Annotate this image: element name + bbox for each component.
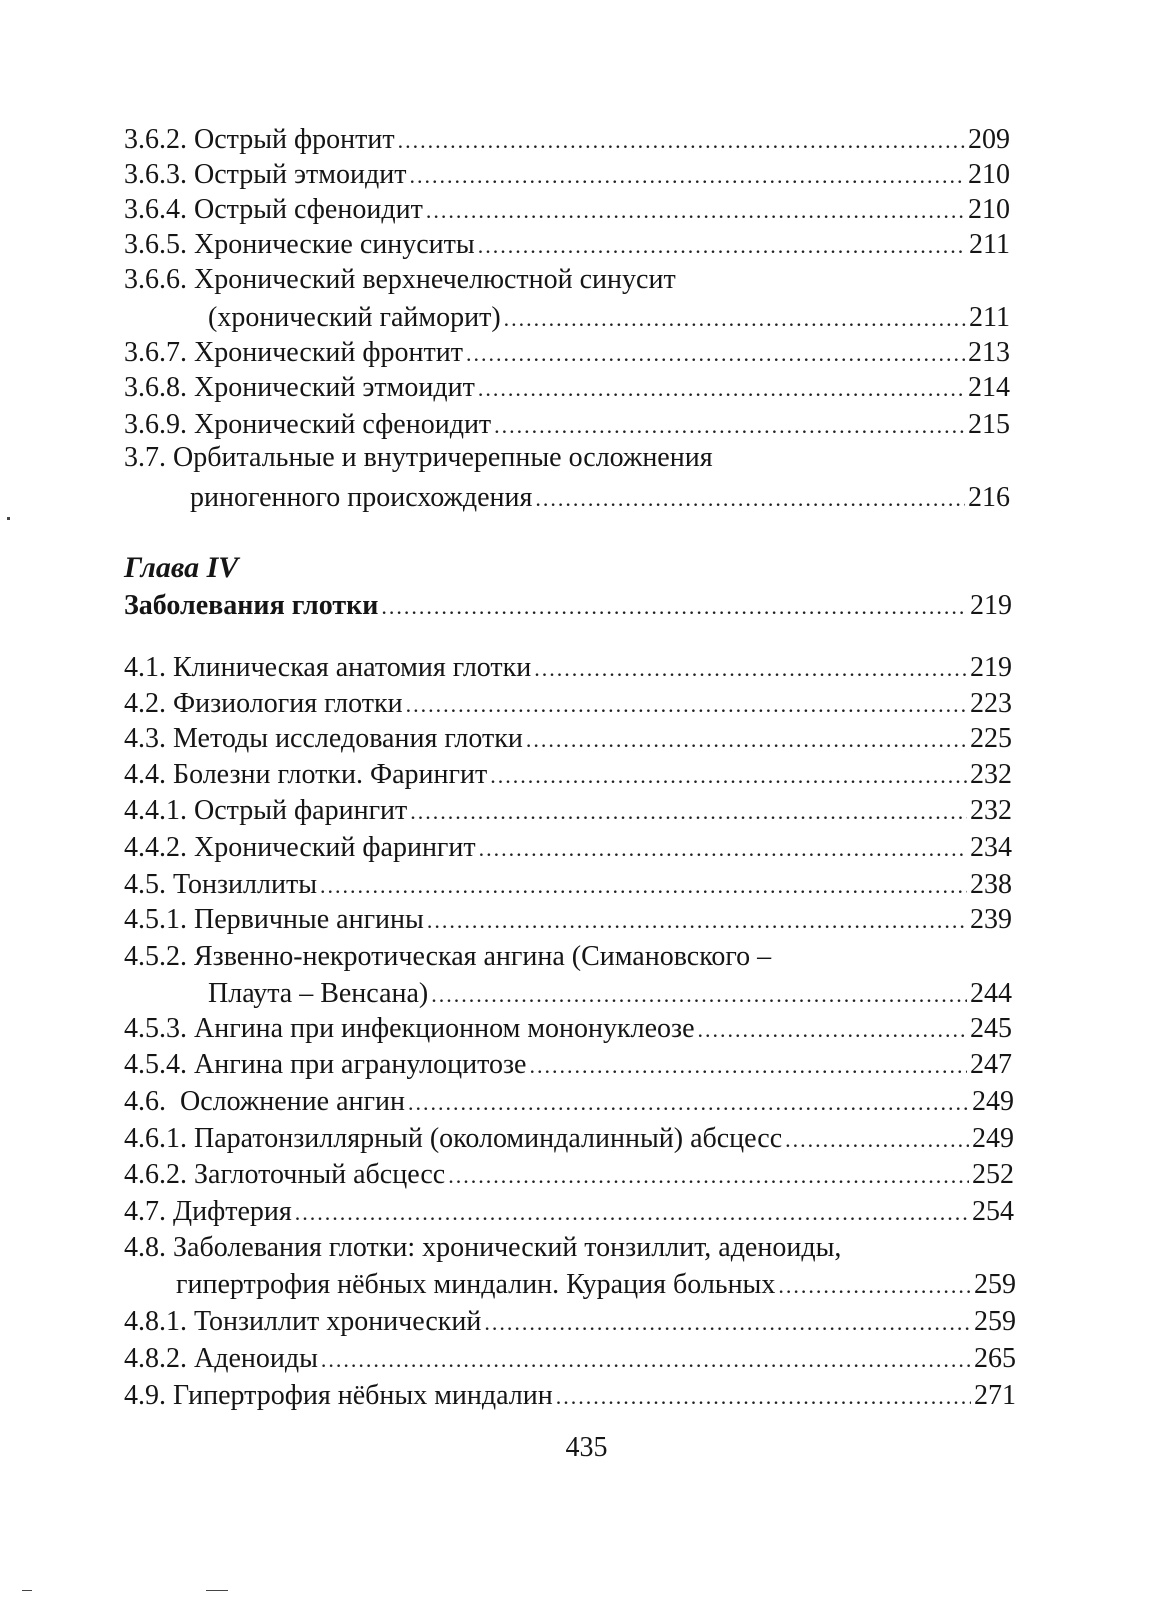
dot-leader bbox=[448, 1158, 969, 1194]
toc-entry-title: 4.5.4. Ангина при агранулоцитозе bbox=[124, 1049, 527, 1080]
toc-entry bbox=[124, 227, 1010, 264]
toc-entry-continuation bbox=[208, 976, 1012, 1013]
toc-entry-page: 239 bbox=[970, 904, 1012, 935]
toc-entry-title: 4.6. Осложнение ангин bbox=[124, 1086, 405, 1117]
toc-entry-title: 4.5. Тонзиллиты bbox=[124, 869, 318, 900]
toc-entry-title: 3.7. Орбитальные и внутричерепные осложнения bbox=[124, 442, 713, 473]
toc-entry-title: 4.8.2. Аденоиды bbox=[124, 1343, 318, 1374]
toc-entry-title: 4.5.1. Первичные ангины bbox=[124, 904, 424, 935]
chapter-title: Заболевания глотки bbox=[124, 590, 379, 621]
toc-entry-title: 3.6.9. Хронический сфеноидит bbox=[124, 409, 492, 440]
toc-entry bbox=[124, 757, 1012, 794]
toc-entry bbox=[124, 1341, 1016, 1378]
toc-entry-page: 225 bbox=[970, 723, 1012, 754]
dot-leader bbox=[494, 408, 965, 444]
dot-leader bbox=[479, 831, 967, 867]
toc-entry-page: 219 bbox=[970, 652, 1012, 683]
toc-entry-title: 3.6.7. Хронический фронтит bbox=[124, 337, 463, 368]
toc-entry bbox=[124, 650, 1012, 687]
toc-entry-page: 249 bbox=[972, 1086, 1014, 1117]
dot-leader bbox=[431, 977, 967, 1013]
toc-entry-page: 265 bbox=[974, 1343, 1016, 1374]
toc-entry-title: 3.6.6. Хронический верхнечелюстной синусит bbox=[124, 264, 676, 295]
toc-entry-title: 4.2. Физиология глотки bbox=[124, 688, 403, 719]
toc-entry-title: 4.4.2. Хронический фарингит bbox=[124, 832, 476, 863]
dot-leader bbox=[698, 1012, 968, 1048]
toc-entry-title: 4.5.3. Ангина при инфекционном мононуклеозе bbox=[124, 1013, 695, 1044]
toc-entry-title: 4.6.1. Паратонзиллярный (околоминдалинный) абсцесс bbox=[124, 1123, 783, 1154]
toc-entry-title: 4.1. Клиническая анатомия глотки bbox=[124, 652, 532, 683]
toc-entry-title-cont: (хронический гайморит) bbox=[208, 302, 501, 333]
toc-entry-page: 210 bbox=[968, 194, 1010, 225]
toc-entry bbox=[124, 793, 1012, 830]
toc-entry-title-cont: риногенного происхождения bbox=[190, 482, 533, 513]
toc-entry-title: 4.5.2. Язвенно-некротическая ангина (Симановского – bbox=[124, 941, 772, 972]
toc-entry-page: 232 bbox=[970, 759, 1012, 790]
dot-leader bbox=[478, 228, 966, 264]
toc-entry-title-cont: гипертрофия нёбных миндалин. Курация больных bbox=[176, 1269, 776, 1300]
dot-leader bbox=[529, 1048, 967, 1084]
toc-entry-title: 3.6.4. Острый сфеноидит bbox=[124, 194, 423, 225]
dot-leader bbox=[381, 589, 967, 625]
toc-entry-page: 216 bbox=[968, 482, 1010, 513]
toc-entry bbox=[124, 686, 1012, 723]
toc-entry-title: 3.6.2. Острый фронтит bbox=[124, 124, 395, 155]
dot-leader bbox=[556, 1379, 971, 1415]
toc-entry-page: 210 bbox=[968, 159, 1010, 190]
toc-entry bbox=[124, 370, 1010, 407]
toc-entry bbox=[124, 192, 1010, 229]
toc-entry bbox=[124, 830, 1012, 867]
toc-entry-title: 4.7. Дифтерия bbox=[124, 1196, 292, 1227]
toc-entry-title-cont: Плаута – Венсана) bbox=[208, 978, 429, 1009]
toc-entry-page: 252 bbox=[972, 1159, 1014, 1190]
dot-leader bbox=[409, 158, 965, 194]
toc-entry-page: 234 bbox=[970, 832, 1012, 863]
dot-leader bbox=[785, 1122, 969, 1158]
dot-leader bbox=[478, 371, 965, 407]
toc-entry-page: 259 bbox=[974, 1269, 1016, 1300]
dot-leader bbox=[398, 123, 965, 159]
toc-entry bbox=[124, 157, 1010, 194]
toc-entry-title: 4.9. Гипертрофия нёбных миндалин bbox=[124, 1380, 553, 1411]
toc-entry bbox=[124, 1304, 1016, 1341]
dot-leader bbox=[534, 651, 967, 687]
toc-entry bbox=[124, 1121, 1014, 1158]
toc-entry bbox=[124, 335, 1010, 372]
toc-entry-continuation bbox=[208, 300, 1010, 337]
toc-entry-continuation bbox=[176, 1267, 1016, 1304]
toc-entry-title: 4.6.2. Заглоточный абсцесс bbox=[124, 1159, 446, 1190]
dot-leader bbox=[504, 301, 966, 337]
toc-entry-page: 271 bbox=[974, 1380, 1016, 1411]
toc-entry-title: 3.6.5. Хронические синуситы bbox=[124, 229, 475, 260]
dot-leader bbox=[535, 481, 965, 517]
dot-leader bbox=[320, 868, 967, 904]
toc-entry-title: 4.8.1. Тонзиллит хронический bbox=[124, 1306, 482, 1337]
dot-leader bbox=[410, 794, 967, 830]
toc-entry-page: 244 bbox=[970, 978, 1012, 1009]
toc-entry-continuation bbox=[190, 480, 1010, 517]
dot-leader bbox=[295, 1195, 969, 1231]
toc-entry bbox=[124, 407, 1010, 444]
dot-leader bbox=[426, 193, 965, 229]
toc-entry-title: 3.6.8. Хронический этмоидит bbox=[124, 372, 475, 403]
toc-entry-title: 4.8. Заболевания глотки: хронический тонзиллит, аденоиды, bbox=[124, 1232, 842, 1263]
chapter-label: Глава IV bbox=[124, 551, 239, 584]
page-number: 435 bbox=[565, 1432, 608, 1463]
scan-speck bbox=[22, 1590, 32, 1591]
dot-leader bbox=[406, 687, 967, 723]
dot-leader bbox=[778, 1268, 971, 1304]
toc-entry bbox=[124, 1047, 1012, 1084]
toc-entry-page: 213 bbox=[968, 337, 1010, 368]
toc-entry-title: 4.3. Методы исследования глотки bbox=[124, 723, 523, 754]
toc-entry-page: 254 bbox=[972, 1196, 1014, 1227]
dot-leader bbox=[466, 336, 965, 372]
toc-entry-page: 211 bbox=[969, 229, 1010, 260]
scan-speck bbox=[7, 517, 10, 520]
dot-leader bbox=[427, 903, 967, 939]
toc-entry-page: 259 bbox=[974, 1306, 1016, 1337]
scan-speck bbox=[206, 1590, 228, 1591]
toc-entry bbox=[124, 1011, 1012, 1048]
toc-entry-page: 219 bbox=[970, 590, 1012, 621]
chapter-title-entry bbox=[124, 588, 1012, 625]
dot-leader bbox=[490, 758, 967, 794]
toc-entry-page: 249 bbox=[972, 1123, 1014, 1154]
toc-entry-title: 4.4. Болезни глотки. Фарингит bbox=[124, 759, 488, 790]
toc-entry bbox=[124, 1194, 1014, 1231]
toc-entry-page: 214 bbox=[968, 372, 1010, 403]
toc-entry-title: 3.6.3. Острый этмоидит bbox=[124, 159, 407, 190]
toc-entry-page: 209 bbox=[968, 124, 1010, 155]
toc-entry bbox=[124, 867, 1012, 904]
dot-leader bbox=[526, 722, 967, 758]
toc-entry-page: 247 bbox=[970, 1049, 1012, 1080]
toc-entry bbox=[124, 122, 1010, 159]
toc-entry bbox=[124, 1084, 1014, 1121]
dot-leader bbox=[484, 1305, 971, 1341]
toc-entry bbox=[124, 902, 1012, 939]
toc-entry-page: 245 bbox=[970, 1013, 1012, 1044]
toc-entry bbox=[124, 1378, 1016, 1415]
toc-entry-page: 238 bbox=[970, 869, 1012, 900]
toc-entry-title: 4.4.1. Острый фарингит bbox=[124, 795, 408, 826]
toc-entry-page: 215 bbox=[968, 409, 1010, 440]
toc-entry bbox=[124, 721, 1012, 758]
dot-leader bbox=[408, 1085, 969, 1121]
toc-entry bbox=[124, 1157, 1014, 1194]
dot-leader bbox=[321, 1342, 971, 1378]
toc-entry-page: 211 bbox=[969, 302, 1010, 333]
toc-entry-page: 223 bbox=[970, 688, 1012, 719]
toc-entry-page: 232 bbox=[970, 795, 1012, 826]
